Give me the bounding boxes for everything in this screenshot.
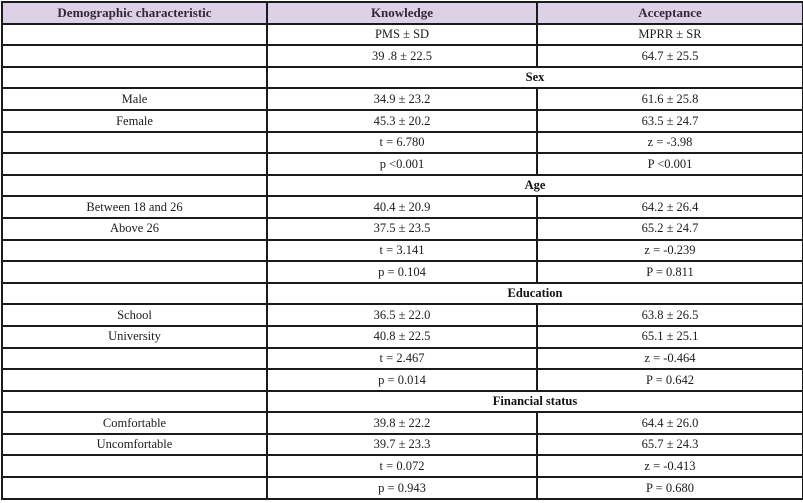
section-row bbox=[2, 391, 803, 413]
data-cell: MPRR ± SR bbox=[537, 24, 803, 46]
data-cell: p = 0.014 bbox=[267, 369, 537, 391]
data-cell: 40.4 ± 20.9 bbox=[267, 196, 537, 218]
table-row bbox=[2, 218, 803, 240]
table-row bbox=[2, 455, 803, 477]
table-row bbox=[2, 153, 803, 175]
table-row bbox=[2, 434, 803, 456]
section-label: Sex bbox=[267, 67, 803, 89]
empty-cell bbox=[2, 261, 267, 283]
table-row bbox=[2, 88, 803, 110]
section-row bbox=[2, 67, 803, 89]
row-label: Between 18 and 26 bbox=[2, 196, 267, 218]
table-row bbox=[2, 348, 803, 370]
data-cell: 40.8 ± 22.5 bbox=[267, 326, 537, 348]
table-row bbox=[2, 326, 803, 348]
table-row bbox=[2, 304, 803, 326]
demographics-stats-table bbox=[1, 1, 803, 500]
section-row bbox=[2, 283, 803, 305]
row-label: University bbox=[2, 326, 267, 348]
data-cell: p = 0.943 bbox=[267, 477, 537, 499]
data-cell: 64.7 ± 25.5 bbox=[537, 45, 803, 67]
data-cell: 61.6 ± 25.8 bbox=[537, 88, 803, 110]
data-cell: 64.2 ± 26.4 bbox=[537, 196, 803, 218]
data-cell: p <0.001 bbox=[267, 153, 537, 175]
table-header bbox=[2, 2, 803, 24]
data-cell: p = 0.104 bbox=[267, 261, 537, 283]
data-cell: t = 3.141 bbox=[267, 240, 537, 262]
table-row bbox=[2, 196, 803, 218]
data-cell: P = 0.680 bbox=[537, 477, 803, 499]
table-row bbox=[2, 240, 803, 262]
overall-row bbox=[2, 45, 803, 67]
data-cell: 39.7 ± 23.3 bbox=[267, 434, 537, 456]
data-cell: 39 .8 ± 22.5 bbox=[267, 45, 537, 67]
empty-cell bbox=[2, 67, 267, 89]
data-cell: P = 0.642 bbox=[537, 369, 803, 391]
row-label: Above 26 bbox=[2, 218, 267, 240]
empty-cell bbox=[2, 391, 267, 413]
row-label: Comfortable bbox=[2, 412, 267, 434]
empty-cell bbox=[2, 45, 267, 67]
empty-cell bbox=[2, 24, 267, 46]
data-cell: 37.5 ± 23.5 bbox=[267, 218, 537, 240]
data-cell: P = 0.811 bbox=[537, 261, 803, 283]
table-row bbox=[2, 261, 803, 283]
table-row bbox=[2, 369, 803, 391]
row-label: Female bbox=[2, 110, 267, 132]
empty-cell bbox=[2, 477, 267, 499]
data-cell: 34.9 ± 23.2 bbox=[267, 88, 537, 110]
section-label: Age bbox=[267, 175, 803, 197]
empty-cell bbox=[2, 132, 267, 154]
header-cell-acceptance: Acceptance bbox=[537, 2, 803, 24]
data-cell: z = -0.413 bbox=[537, 455, 803, 477]
header-row bbox=[2, 2, 803, 24]
data-cell: 63.5 ± 24.7 bbox=[537, 110, 803, 132]
table-row bbox=[2, 477, 803, 499]
table-row bbox=[2, 132, 803, 154]
subheader-row bbox=[2, 24, 803, 46]
section-label: Financial status bbox=[267, 391, 803, 413]
row-label: School bbox=[2, 304, 267, 326]
header-cell-demographic: Demographic characteristic bbox=[2, 2, 267, 24]
empty-cell bbox=[2, 240, 267, 262]
header-cell-knowledge: Knowledge bbox=[267, 2, 537, 24]
table-row bbox=[2, 412, 803, 434]
empty-cell bbox=[2, 348, 267, 370]
empty-cell bbox=[2, 455, 267, 477]
row-label: Uncomfortable bbox=[2, 434, 267, 456]
data-cell: 64.4 ± 26.0 bbox=[537, 412, 803, 434]
section-row bbox=[2, 175, 803, 197]
table-body bbox=[2, 24, 803, 499]
data-cell: t = 6.780 bbox=[267, 132, 537, 154]
data-cell: z = -0.239 bbox=[537, 240, 803, 262]
data-cell: 45.3 ± 20.2 bbox=[267, 110, 537, 132]
data-cell: PMS ± SD bbox=[267, 24, 537, 46]
data-cell: 65.2 ± 24.7 bbox=[537, 218, 803, 240]
data-cell: 36.5 ± 22.0 bbox=[267, 304, 537, 326]
empty-cell bbox=[2, 369, 267, 391]
row-label: Male bbox=[2, 88, 267, 110]
data-cell: z = -3.98 bbox=[537, 132, 803, 154]
empty-cell bbox=[2, 175, 267, 197]
data-cell: t = 0.072 bbox=[267, 455, 537, 477]
data-cell: 63.8 ± 26.5 bbox=[537, 304, 803, 326]
data-cell: 39.8 ± 22.2 bbox=[267, 412, 537, 434]
data-cell: 65.1 ± 25.1 bbox=[537, 326, 803, 348]
table-row bbox=[2, 110, 803, 132]
section-label: Education bbox=[267, 283, 803, 305]
data-cell: t = 2.467 bbox=[267, 348, 537, 370]
data-cell: 65.7 ± 24.3 bbox=[537, 434, 803, 456]
data-cell: P <0.001 bbox=[537, 153, 803, 175]
empty-cell bbox=[2, 153, 267, 175]
data-cell: z = -0.464 bbox=[537, 348, 803, 370]
empty-cell bbox=[2, 283, 267, 305]
